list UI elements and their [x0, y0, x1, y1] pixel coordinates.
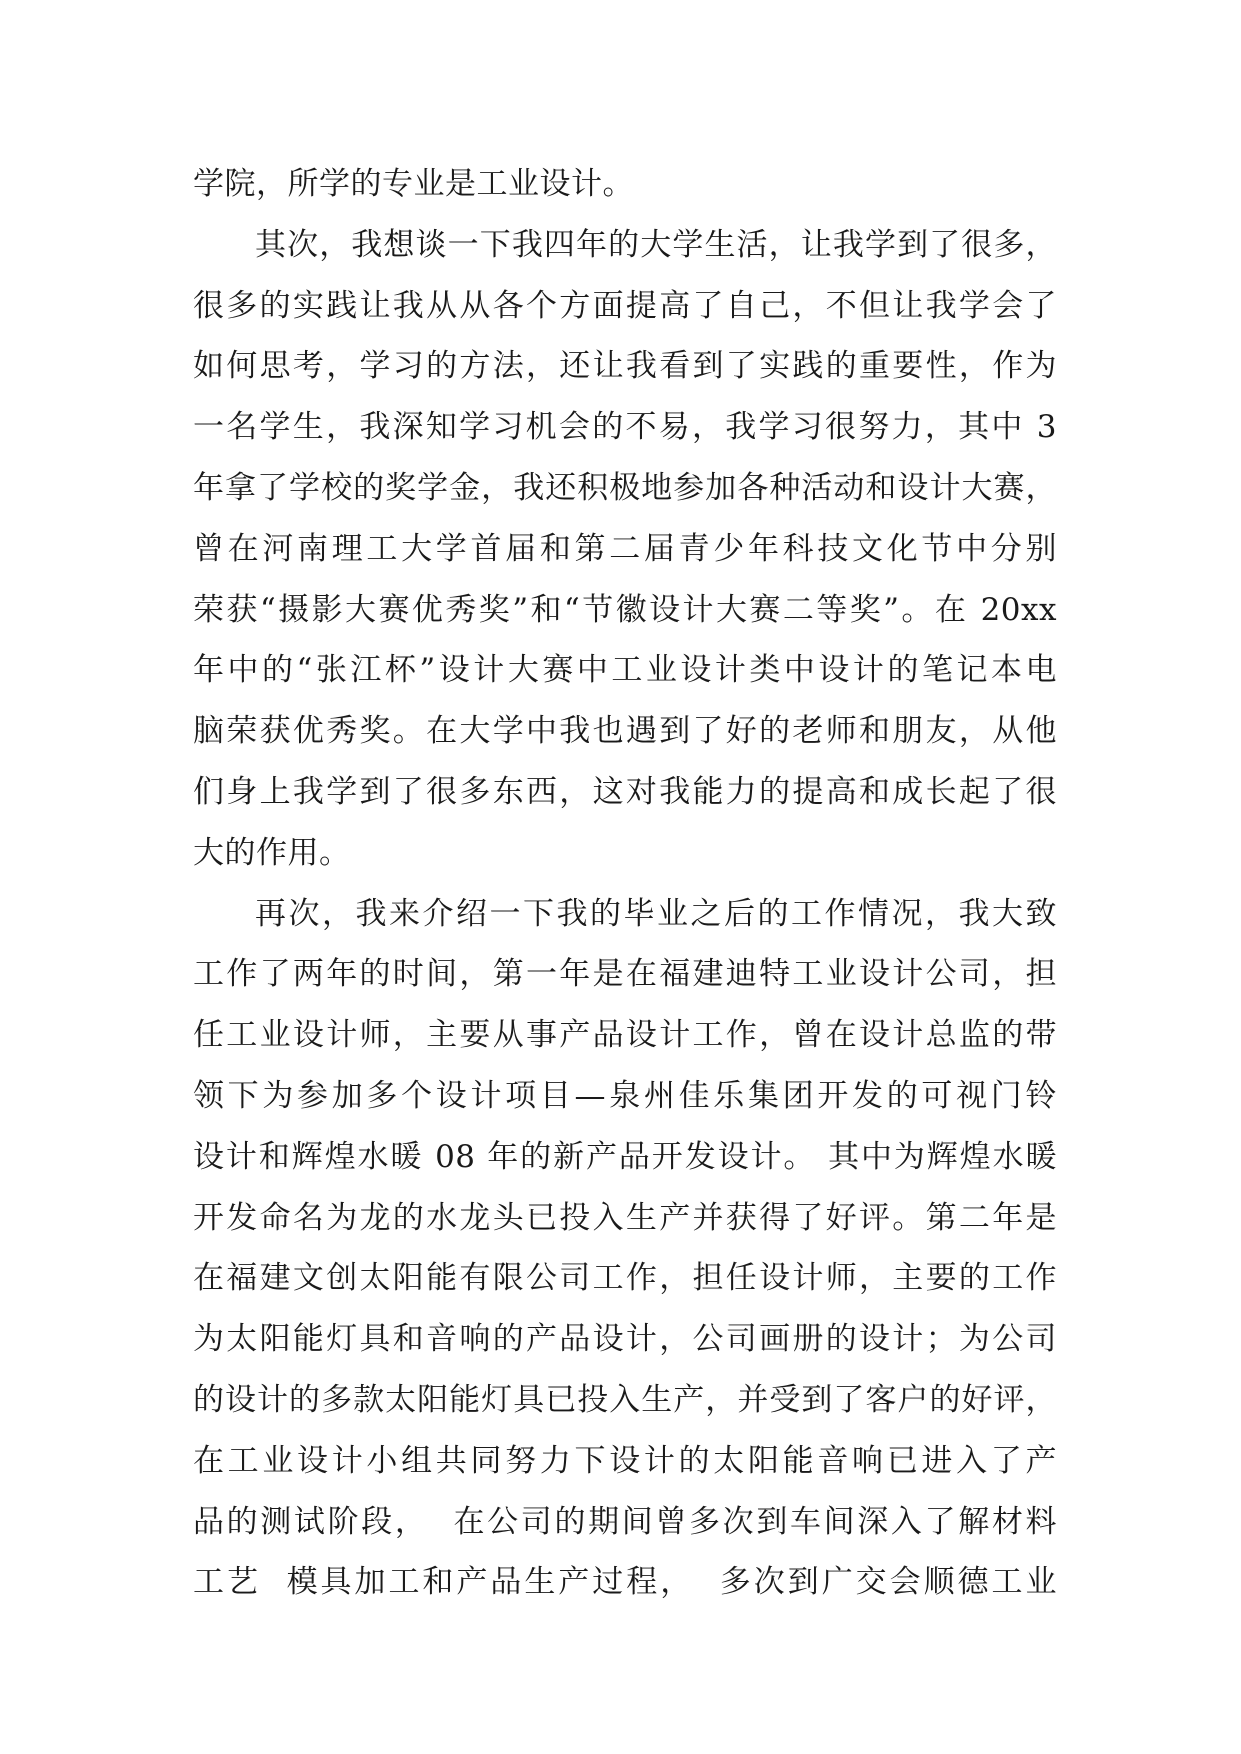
paragraph-start-line: 再次，我来介绍一下我的毕业之后的工作情况，我大致	[255, 895, 1057, 932]
text-line: 如何思考，学习的方法，还让我看到了实践的重要性，作为	[193, 348, 1057, 385]
text-line: 年拿了学校的奖学金，我还积极地参加各种活动和设计大赛，	[193, 469, 1057, 506]
text-line: 设计和辉煌水暖 08 年的新产品开发设计。 其中为辉煌水暖	[193, 1138, 1057, 1175]
text-line: 领下为参加多个设计项目—泉州佳乐集团开发的可视门铃	[193, 1077, 1057, 1114]
text-line: 很多的实践让我从从各个方面提高了自己，不但让我学会了	[193, 287, 1057, 324]
text-line: 在福建文创太阳能有限公司工作，担任设计师，主要的工作	[193, 1260, 1057, 1297]
paragraph-start-line: 其次，我想谈一下我四年的大学生活，让我学到了很多，	[255, 226, 1057, 263]
text-line: 荣获“摄影大赛优秀奖”和“节徽设计大赛二等奖”。在 20xx	[193, 591, 1057, 628]
text-line: 学院，所学的专业是工业设计。	[193, 166, 634, 202]
text-line: 任工业设计师，主要从事产品设计工作，曾在设计总监的带	[193, 1017, 1057, 1054]
text-line: 品的测试阶段， 在公司的期间曾多次到车间深入了解材料	[193, 1503, 1057, 1540]
text-line: 工艺 模具加工和产品生产过程， 多次到广交会顺德工业	[193, 1564, 1057, 1601]
text-line: 工作了两年的时间，第一年是在福建迪特工业设计公司，担	[193, 956, 1057, 993]
body-text	[193, 154, 1057, 1613]
text-line: 们身上我学到了很多东西，这对我能力的提高和成长起了很	[193, 773, 1057, 810]
text-line: 年中的“张江杯”设计大赛中工业设计类中设计的笔记本电	[193, 652, 1057, 689]
text-line: 为太阳能灯具和音响的产品设计，公司画册的设计；为公司	[193, 1321, 1057, 1358]
text-line: 的设计的多款太阳能灯具已投入生产，并受到了客户的好评，	[193, 1381, 1057, 1418]
text-line: 在工业设计小组共同努力下设计的太阳能音响已进入了产	[193, 1442, 1057, 1479]
text-line: 大的作用。	[193, 834, 351, 871]
text-line: 脑荣获优秀奖。在大学中我也遇到了好的老师和朋友，从他	[193, 713, 1057, 750]
text-line: 开发命名为龙的水龙头已投入生产并获得了好评。第二年是	[193, 1199, 1057, 1236]
text-line: 一名学生，我深知学习机会的不易，我学习很努力，其中 3	[193, 409, 1057, 446]
text-line: 曾在河南理工大学首届和第二届青少年科技文化节中分别	[193, 530, 1057, 567]
